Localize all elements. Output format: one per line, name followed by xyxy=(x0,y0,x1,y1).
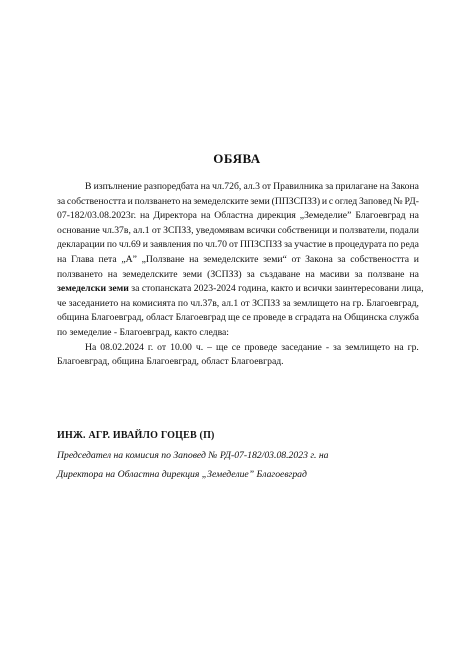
word: декларации xyxy=(57,239,105,251)
word: на xyxy=(394,341,404,353)
word: в xyxy=(328,239,333,251)
word: за xyxy=(282,297,291,309)
word: „Земеделие” xyxy=(299,210,352,222)
word: г. xyxy=(147,341,154,353)
word: чл.37в, xyxy=(190,297,220,309)
word: разпоредбата xyxy=(143,181,199,192)
word: ППЗСПЗЗ xyxy=(240,239,283,251)
word: процедурата xyxy=(334,239,387,251)
word: от xyxy=(157,341,167,353)
body-line-9 xyxy=(57,297,419,312)
word: ЗСПЗЗ xyxy=(252,297,281,309)
word: уведомявам xyxy=(195,224,245,236)
word: на xyxy=(107,268,118,280)
word: реда xyxy=(400,239,419,251)
word: Благоевград xyxy=(175,312,226,324)
word: основание xyxy=(57,224,100,236)
word: за xyxy=(57,195,66,207)
word: ползватели, xyxy=(339,224,388,236)
word: проведе xyxy=(244,341,278,353)
word: на xyxy=(189,253,199,265)
word: земеделските xyxy=(203,253,259,265)
word: на xyxy=(409,210,419,222)
word: Благоевград, xyxy=(366,297,419,309)
word: на xyxy=(200,181,211,192)
word: На xyxy=(85,341,97,353)
body-line-2 xyxy=(57,195,419,210)
word: чл.72б, xyxy=(212,181,242,192)
body-line-3 xyxy=(57,209,419,224)
word: от xyxy=(240,297,250,309)
signatory-role-line-2: Директора на Областна дирекция „Земеделие” Благоевград xyxy=(57,469,307,480)
word: и xyxy=(413,253,419,265)
notice-body xyxy=(57,180,424,370)
word: пета xyxy=(98,253,117,265)
word: ще xyxy=(215,341,228,353)
word: с xyxy=(328,195,334,207)
word: и xyxy=(321,195,328,207)
word: комисията xyxy=(132,297,176,309)
word: от xyxy=(151,224,161,236)
word: на xyxy=(120,297,131,309)
word: прилагане xyxy=(335,181,378,192)
word: ползване xyxy=(367,268,405,280)
word: на xyxy=(379,181,390,192)
bold-phrase: земеделски земи xyxy=(57,283,129,295)
word: по xyxy=(106,239,117,251)
word: оглед xyxy=(334,195,358,207)
body-line-13: Благоевград, община Благоевград, област Благоевград. xyxy=(57,356,284,368)
body-line-11: по земеделие - Благоевград, както следва: xyxy=(57,326,230,338)
word: РД- xyxy=(404,195,419,207)
word: собствеността xyxy=(66,195,126,207)
word: земеделските xyxy=(193,195,249,207)
word: и xyxy=(127,195,133,207)
word: ал.1 xyxy=(133,224,150,236)
word: чл.37в, xyxy=(102,224,131,236)
word: 10.00 xyxy=(170,341,192,353)
word: заседанието xyxy=(68,297,119,309)
word: Заповед xyxy=(358,195,392,207)
word: на xyxy=(139,210,150,222)
body-line-7 xyxy=(57,268,419,283)
word: се xyxy=(231,341,241,353)
word: ползването xyxy=(57,268,103,280)
word: масиви xyxy=(319,268,350,280)
document-title: ОБЯВА xyxy=(213,151,261,166)
word: за xyxy=(325,181,334,192)
word: В xyxy=(85,181,92,192)
word: чл.70 xyxy=(205,239,227,251)
word: изпълнение xyxy=(93,181,142,192)
word: „Ползване xyxy=(141,253,185,265)
word: ще xyxy=(228,312,240,324)
word: и xyxy=(332,224,338,236)
word: на xyxy=(332,312,342,324)
word: на xyxy=(305,268,315,280)
word: създаване xyxy=(259,268,301,280)
signatory-role-line-1: Председател на комисия по Заповед № РД-07-182/03.08.2023 г. на xyxy=(57,450,329,461)
word: чл.69 xyxy=(118,239,141,251)
word: че xyxy=(57,297,67,309)
word: за xyxy=(246,268,255,280)
word: проведе xyxy=(253,312,286,324)
word: Глава xyxy=(71,253,94,265)
word: по xyxy=(388,239,399,251)
body-line-12 xyxy=(57,341,419,356)
word: Правилника xyxy=(273,181,324,192)
body-line-10 xyxy=(57,311,419,326)
body-line-6 xyxy=(57,253,419,268)
word: на xyxy=(340,297,351,309)
word: 07-182/03.08.2023г. xyxy=(57,210,137,222)
word: Закона xyxy=(391,181,419,192)
word: за xyxy=(337,253,346,265)
word: – xyxy=(207,341,212,353)
word: в xyxy=(288,312,293,324)
word: заявления xyxy=(150,239,192,251)
body-line-1 xyxy=(57,180,419,195)
word: землището xyxy=(293,297,339,309)
word: гр. xyxy=(407,341,419,353)
word: от xyxy=(262,181,272,192)
word: Благоевград xyxy=(355,210,406,222)
word: собственици xyxy=(277,224,330,236)
word: Директора xyxy=(153,210,197,222)
word: заседание xyxy=(281,341,322,353)
word: (ЗСПЗЗ) xyxy=(207,268,242,280)
word: земеделските xyxy=(122,268,178,280)
body-line-8 xyxy=(57,282,424,297)
word: се xyxy=(242,312,251,324)
word: сградата xyxy=(295,312,331,324)
word: (ППЗСПЗЗ) xyxy=(271,195,321,207)
word: на xyxy=(182,195,192,207)
word: ползването xyxy=(134,195,181,207)
word: всички xyxy=(246,224,276,236)
word: земи xyxy=(182,268,203,280)
word: ал.1 xyxy=(221,297,239,309)
word: „А” xyxy=(121,253,137,265)
word: на xyxy=(57,253,67,265)
word: 08.02.2024 xyxy=(100,341,144,353)
word: дирекция xyxy=(257,210,296,222)
word: Общинска xyxy=(344,312,388,324)
word: от xyxy=(229,239,238,251)
word: ал.3 xyxy=(243,181,260,192)
word: Благоевград, xyxy=(91,312,144,324)
word: Закона xyxy=(305,253,333,265)
word: от xyxy=(291,253,301,265)
word: ч. xyxy=(195,341,204,353)
word: участие xyxy=(294,239,327,251)
word: по xyxy=(177,297,188,309)
signatory-name: ИНЖ. АГР. ИВАЙЛО ГОЦЕВ (П) xyxy=(57,430,215,441)
word: гр. xyxy=(352,297,364,309)
word: № xyxy=(393,195,403,207)
word: по xyxy=(193,239,204,251)
word: служба xyxy=(389,312,419,324)
word: на xyxy=(409,268,419,280)
word: за xyxy=(284,239,293,251)
word: община xyxy=(57,312,89,324)
body-line-4 xyxy=(57,224,419,239)
word: ЗСПЗЗ, xyxy=(163,224,194,236)
body-line-5 xyxy=(57,238,419,253)
word: на xyxy=(200,210,211,222)
word: област xyxy=(146,312,174,324)
word: земи“ xyxy=(263,253,287,265)
word: подали xyxy=(389,224,419,236)
word: собствеността xyxy=(350,253,410,265)
word: за xyxy=(354,268,363,280)
body-line-8-rest: за стопанската 2023-2024 година, както и всички заинтересовани лица, xyxy=(128,283,424,295)
word: Областна xyxy=(214,210,254,222)
word: за xyxy=(333,341,342,353)
word: и xyxy=(142,239,148,251)
word: земи xyxy=(250,195,270,207)
word: - xyxy=(325,341,330,353)
word: землището xyxy=(345,341,391,353)
